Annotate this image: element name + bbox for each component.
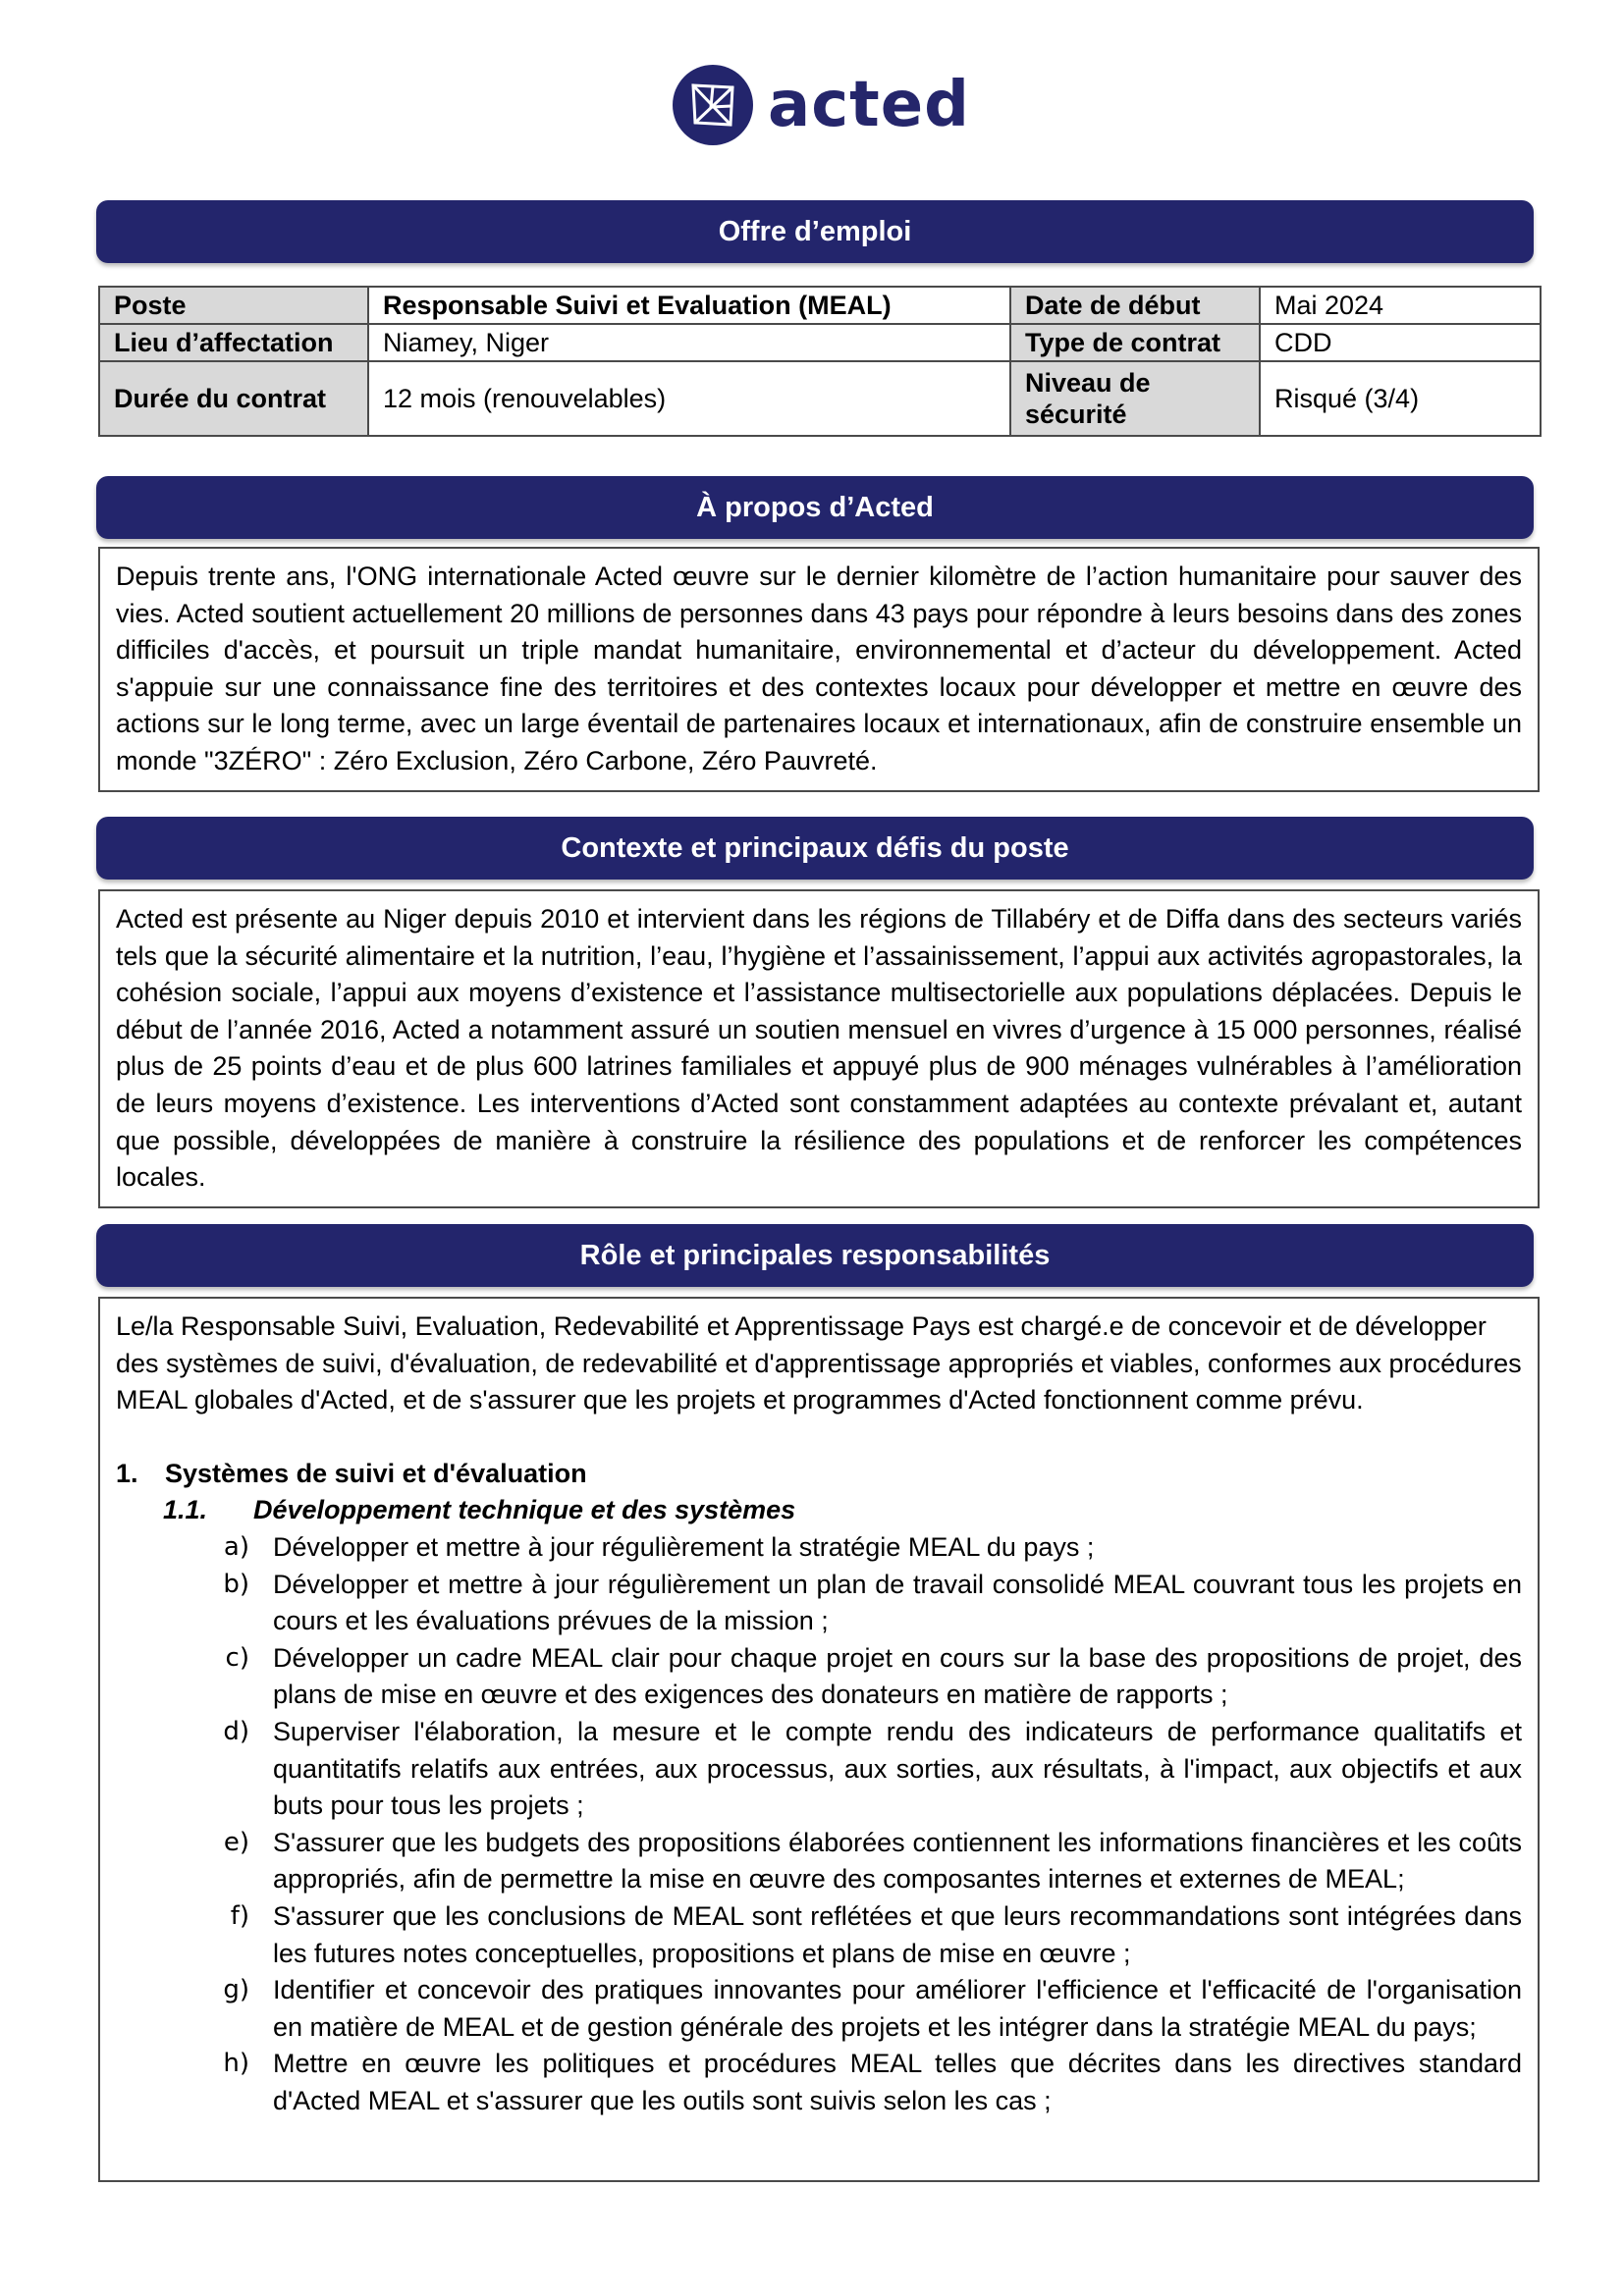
context-box <box>98 889 1540 1208</box>
item-marker: g) <box>223 1975 249 2005</box>
banner-about: À propos d’Acted <box>96 476 1534 539</box>
type-value: CDD <box>1260 324 1541 361</box>
item-marker: e) <box>223 1827 249 1857</box>
poste-label: Poste <box>99 287 368 324</box>
section-1-number: 1. <box>116 1458 138 1488</box>
about-text: Depuis trente ans, l'ONG internationale Acted œuvre sur le dernier kilomètre de l’action humanitaire pour sauver des vies. Acted soutient actuellement 20 millions de personnes dans 43 pays pour répondre à leurs besoins dans des zones difficiles d'accès, et poursuit un triple mandat humanitaire, environnemental et d’acteur du développement. Acted s'appuie sur une connaissance fine des territoires et des contextes locaux pour développer et mettre en œuvre des actions sur le long terme, avec un large éventail de partenaires locaux et internationaux, afin de construire ensemble un monde "3ZÉRO" : Zéro Exclusion, Zéro Carbone, Zéro Pauvreté. <box>116 561 1522 775</box>
item-marker: f) <box>230 1900 249 1931</box>
item-text: S'assurer que les budgets des propositions élaborées contiennent les informations financières et les coûts appropriés, afin de permettre la mise en œuvre des composantes internes et externes de MEAL; <box>273 1827 1522 1895</box>
about-box <box>98 547 1540 792</box>
item-marker: d) <box>223 1716 249 1746</box>
list-item <box>116 2046 1522 2119</box>
banner-role: Rôle et principales responsabilités <box>96 1224 1534 1287</box>
date-label: Date de début <box>1010 287 1260 324</box>
item-text: Superviser l'élaboration, la mesure et le compte rendu des indicateurs de performance qualitatifs et quantitatifs relatifs aux entrées, aux processus, aux sorties, aux résultats, à l'impact, aux objectifs et aux buts pour tous les projets ; <box>273 1716 1522 1821</box>
item-marker: h) <box>223 2049 249 2079</box>
type-label: Type de contrat <box>1010 324 1260 361</box>
list-item <box>116 1714 1522 1825</box>
item-text: Identifier et concevoir des pratiques innovantes pour améliorer l'efficience et l'efficacité de l'organisation en matière de MEAL et de gestion générale des projets et les intégrer dans la stratégie MEAL du pays; <box>273 1975 1522 2042</box>
item-text: Mettre en œuvre les politiques et procédures MEAL telles que décrites dans les directives standard d'Acted MEAL et s'assurer que les outils sont suivis selon les cas ; <box>273 2049 1522 2115</box>
logo-text: acted <box>768 69 970 141</box>
banner-offer: Offre d’emploi <box>96 200 1534 263</box>
section-1-1-title: Développement technique et des systèmes <box>253 1495 796 1525</box>
date-value: Mai 2024 <box>1260 287 1541 324</box>
list-item <box>116 1567 1522 1640</box>
lieu-label: Lieu d’affectation <box>99 324 368 361</box>
acted-logo-icon <box>672 64 754 146</box>
role-box <box>98 1297 1540 2182</box>
niveau-value: Risqué (3/4) <box>1260 361 1541 436</box>
job-info-table <box>98 286 1542 437</box>
list-item <box>116 1898 1522 1972</box>
section-1-1-heading <box>116 1492 1522 1529</box>
acted-logo <box>672 61 970 149</box>
context-text: Acted est présente au Niger depuis 2010 et intervient dans les régions de Tillabéry et de Diffa dans des secteurs variés tels que la sécurité alimentaire et la nutrition, l’eau, l’hygiène et l’assainissement, l’appui aux activités agropastorales, la cohésion sociale, l’appui aux moyens d’existence et l’assistance multisectorielle aux populations déplacées. Depuis le début de l’année 2016, Acted a notamment assuré un soutien mensuel en vivres d’urgence à 15 000 personnes, réalisé plus de 25 points d’eau et de plus 600 latrines familiales et appuyé plus de 900 ménages vulnérables à l’amélioration de leurs moyens d’existence. Les interventions d’Acted sont constamment adaptées au contexte prévalant et, autant que possible, développées de manière à construire la résilience des populations et de renforcer les compétences locales. <box>116 904 1522 1193</box>
list-item <box>116 1640 1522 1714</box>
banner-context: Contexte et principaux défis du poste <box>96 817 1534 880</box>
duree-value: 12 mois (renouvelables) <box>368 361 1010 436</box>
item-text: S'assurer que les conclusions de MEAL sont reflétées et que leurs recommandations sont intégrées dans les futures notes conceptuelles, propositions et plans de mise en œuvre ; <box>273 1900 1522 1968</box>
list-item <box>116 1972 1522 2046</box>
list-item <box>116 1825 1522 1898</box>
responsibility-list <box>116 1529 1522 2120</box>
item-marker: b) <box>223 1569 249 1599</box>
role-intro: Le/la Responsable Suivi, Evaluation, Redevabilité et Apprentissage Pays est chargé.e de concevoir et de développer des systèmes de suivi, d'évaluation, de redevabilité et d'apprentissage appropriés et viables, conformes aux procédures MEAL globales d'Acted, et de s'assurer que les projets et programmes d'Acted fonctionnent comme prévu. <box>116 1311 1522 1415</box>
lieu-value: Niamey, Niger <box>368 324 1010 361</box>
item-text: Développer et mettre à jour régulièrement un plan de travail consolidé MEAL couvrant tous les projets en cours et les évaluations prévues de la mission ; <box>273 1569 1522 1636</box>
section-1-title: Systèmes de suivi et d'évaluation <box>165 1458 587 1488</box>
poste-value: Responsable Suivi et Evaluation (MEAL) <box>368 287 1010 324</box>
duree-label: Durée du contrat <box>99 361 368 436</box>
niveau-label: Niveau de sécurité <box>1010 361 1260 436</box>
item-text: Développer et mettre à jour régulièrement la stratégie MEAL du pays ; <box>273 1531 1095 1562</box>
list-item <box>116 1529 1522 1567</box>
section-1-heading <box>116 1456 1522 1493</box>
item-marker: c) <box>225 1642 249 1673</box>
section-1-1-number: 1.1. <box>163 1495 208 1525</box>
item-marker: a) <box>223 1531 249 1562</box>
item-text: Développer un cadre MEAL clair pour chaque projet en cours sur la base des propositions de projet, des plans de mise en œuvre et des exigences des donateurs en matière de rapports ; <box>273 1642 1522 1710</box>
